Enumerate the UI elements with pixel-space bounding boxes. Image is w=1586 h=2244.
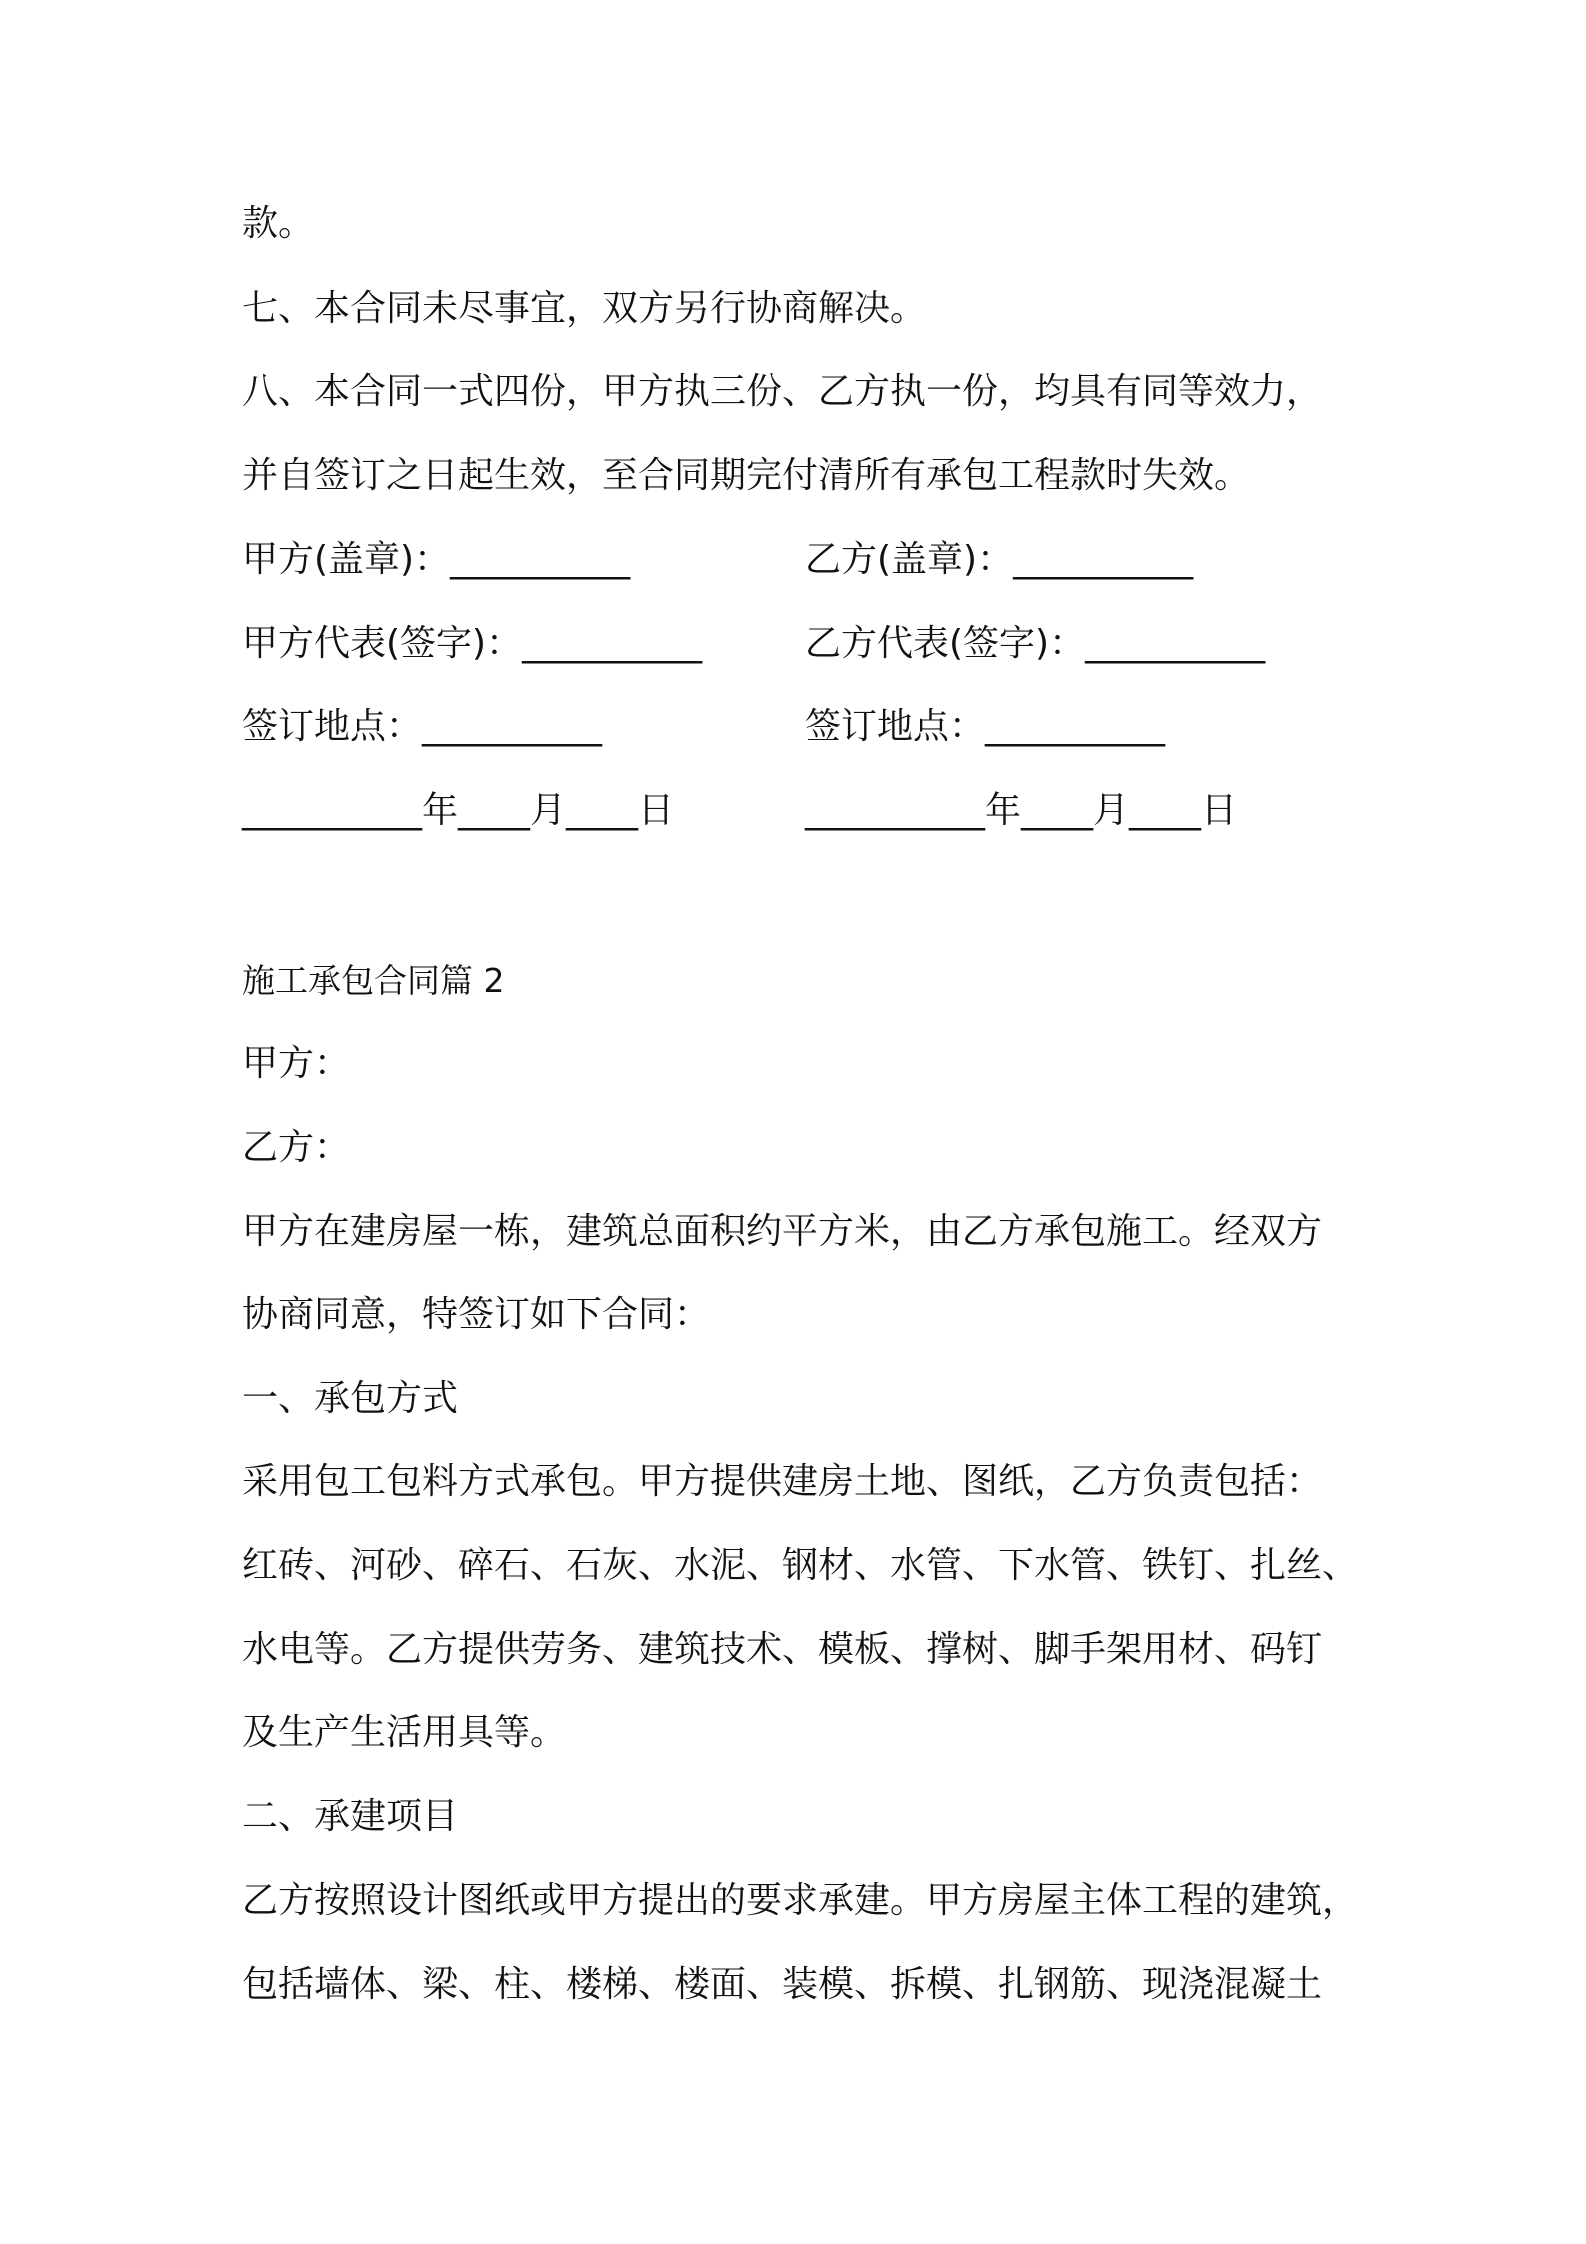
heading-project-scope: 二、承建项目 — [242, 1796, 459, 1837]
intro-line-2: 协商同意，特签订如下合同： — [242, 1294, 711, 1335]
party-a-label: 甲方： — [242, 1043, 351, 1084]
party-a-rep-field: 甲方代表(签字)：__________ — [242, 623, 703, 664]
method-line-1: 采用包工包料方式承包。甲方提供建房土地、图纸，乙方负责包括： — [242, 1461, 1323, 1502]
section-title: 施工承包合同篇 2 — [242, 961, 505, 1000]
party-b-place-field: 签订地点：__________ — [805, 706, 1166, 747]
method-line-3: 水电等。乙方提供劳务、建筑技术、模板、撑树、脚手架用材、码钉 — [242, 1629, 1323, 1670]
party-b-label: 乙方： — [242, 1127, 351, 1168]
party-a-date-field: __________年____月____日 — [242, 790, 674, 831]
method-line-4: 及生产生活用具等。 — [242, 1712, 567, 1753]
heading-contract-method: 一、承包方式 — [242, 1378, 459, 1419]
party-a-place-field: 签订地点：__________ — [242, 706, 603, 747]
party-b-rep-field: 乙方代表(签字)：__________ — [805, 623, 1266, 664]
clause-eight-line-1: 八、本合同一式四份，甲方执三份、乙方执一份，均具有同等效力， — [242, 371, 1323, 412]
clause-seven: 七、本合同未尽事宜，双方另行协商解决。 — [242, 288, 927, 329]
party-b-date-field: __________年____月____日 — [805, 790, 1237, 831]
scope-line-2: 包括墙体、梁、柱、楼梯、楼面、装模、拆模、扎钢筋、现浇混凝土 — [242, 1964, 1323, 2005]
method-line-2: 红砖、河砂、碎石、石灰、水泥、钢材、水管、下水管、铁钉、扎丝、 — [242, 1545, 1359, 1586]
party-b-seal-field: 乙方(盖章)：__________ — [805, 539, 1194, 580]
intro-line-1: 甲方在建房屋一栋，建筑总面积约平方米，由乙方承包施工。经双方 — [242, 1211, 1323, 1252]
paragraph-line: 款。 — [242, 203, 315, 244]
scope-line-1: 乙方按照设计图纸或甲方提出的要求承建。甲方房屋主体工程的建筑， — [242, 1880, 1359, 1921]
party-a-seal-field: 甲方(盖章)：__________ — [242, 539, 631, 580]
clause-eight-line-2: 并自签订之日起生效，至合同期完付清所有承包工程款时失效。 — [242, 455, 1251, 496]
